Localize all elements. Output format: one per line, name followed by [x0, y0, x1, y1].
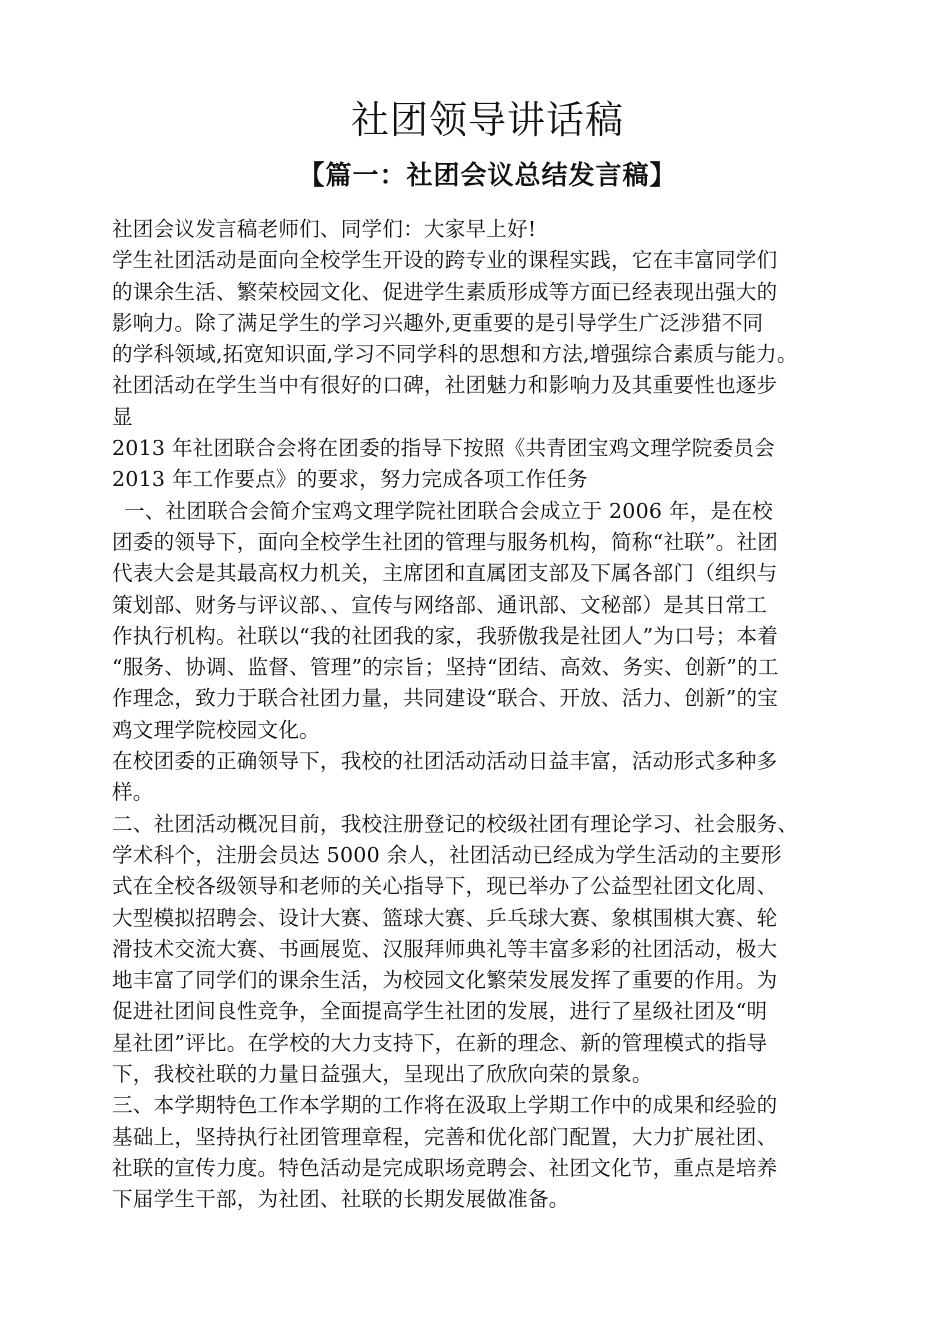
body-line: 大型模拟招聘会、设计大赛、篮球大赛、乒乓球大赛、象棋围棋大赛、轮 [112, 905, 778, 930]
body-line: 作执行机构。社联以“我的社团我的家，我骄傲我是社团人”为口号；本着 [112, 623, 779, 648]
body-line: 社团会议发言稿老师们、同学们：大家早上好! [112, 217, 537, 241]
body-line: 2013 年社团联合会将在团委的指导下按照《共青团宝鸡文理学院委员会 [112, 436, 775, 461]
body-line: 社联的宣传力度。特色活动是完成职场竞聘会、社团文化节，重点是培养 [112, 1155, 778, 1180]
body-line: 2013 年工作要点》的要求，努力完成各项工作任务 [112, 467, 588, 492]
body-line: 在校团委的正确领导下，我校的社团活动活动日益丰富，活动形式多种多 [112, 749, 778, 774]
document-subtitle: 【篇一：社团会议总结发言稿】 [298, 161, 677, 191]
body-line: 下，我校社联的力量日益强大，呈现出了欣欣向荣的景象。 [112, 1062, 653, 1087]
body-line: 的课余生活、繁荣校园文化、促进学生素质形成等方面已经表现出强大的 [112, 279, 778, 304]
document-title: 社团领导讲话稿 [350, 98, 624, 142]
document-body [112, 214, 872, 1216]
body-line: 式在全校各级领导和老师的关心指导下，现已举办了公益型社团文化周、 [112, 874, 778, 899]
body-line: 滑技术交流大赛、书画展览、汉服拜师典礼等丰富多彩的社团活动，极大 [112, 936, 778, 961]
body-line: 的学科领域,拓宽知识面,学习不同学科的思想和方法,增强综合素质与能力。 [112, 342, 798, 367]
body-line: 鸡文理学院校园文化。 [112, 717, 320, 742]
body-line: 星社团”评比。在学校的大力支持下，在新的理念、新的管理模式的指导 [112, 1030, 768, 1055]
body-line: 社团活动在学生当中有很好的口碑，社团魅力和影响力及其重要性也逐步 [112, 373, 778, 398]
body-line: “服务、协调、监督、管理”的宗旨；坚持“团结、高效、务实、创新”的工 [112, 655, 779, 680]
body-line: 学生社团活动是面向全校学生开设的跨专业的课程实践，它在丰富同学们 [112, 248, 778, 273]
body-line: 促进社团间良性竞争，全面提高学生社团的发展，进行了星级社团及“明 [112, 999, 768, 1024]
body-line: 作理念，致力于联合社团力量，共同建设“联合、开放、活力、创新”的宝 [112, 686, 779, 711]
body-line: 地丰富了同学们的课余生活，为校园文化繁荣发展发挥了重要的作用。为 [112, 968, 778, 993]
body-line: 影响力。除了满足学生的学习兴趣外,更重要的是引导学生广泛涉猎不同 [112, 310, 764, 335]
body-line: 样。 [112, 780, 154, 805]
body-line: 下届学生干部，为社团、社联的长期发展做准备。 [112, 1187, 570, 1212]
body-line: 一、社团联合会简介宝鸡文理学院社团联合会成立于 2006 年，是在校 [124, 498, 773, 523]
body-line: 二、社团活动概况目前，我校注册登记的校级社团有理论学习、社会服务、 [112, 811, 799, 836]
body-line: 策划部、财务与评议部、、宣传与网络部、通讯部、文秘部）是其日常工 [112, 592, 768, 617]
body-line: 显 [112, 404, 133, 429]
body-line: 团委的领导下，面向全校学生社团的管理与服务机构，简称“社联”。社团 [112, 529, 779, 554]
body-line: 三、本学期特色工作本学期的工作将在汲取上学期工作中的成果和经验的 [112, 1093, 778, 1118]
body-line: 基础上，坚持执行社团管理章程，完善和优化部门配置，大力扩展社团、 [112, 1124, 778, 1149]
body-line: 代表大会是其最高权力机关，主席团和直属团支部及下属各部门（组织与 [112, 561, 778, 586]
body-line: 学术科个，注册会员达 5000 余人，社团活动已经成为学生活动的主要形 [112, 842, 782, 867]
